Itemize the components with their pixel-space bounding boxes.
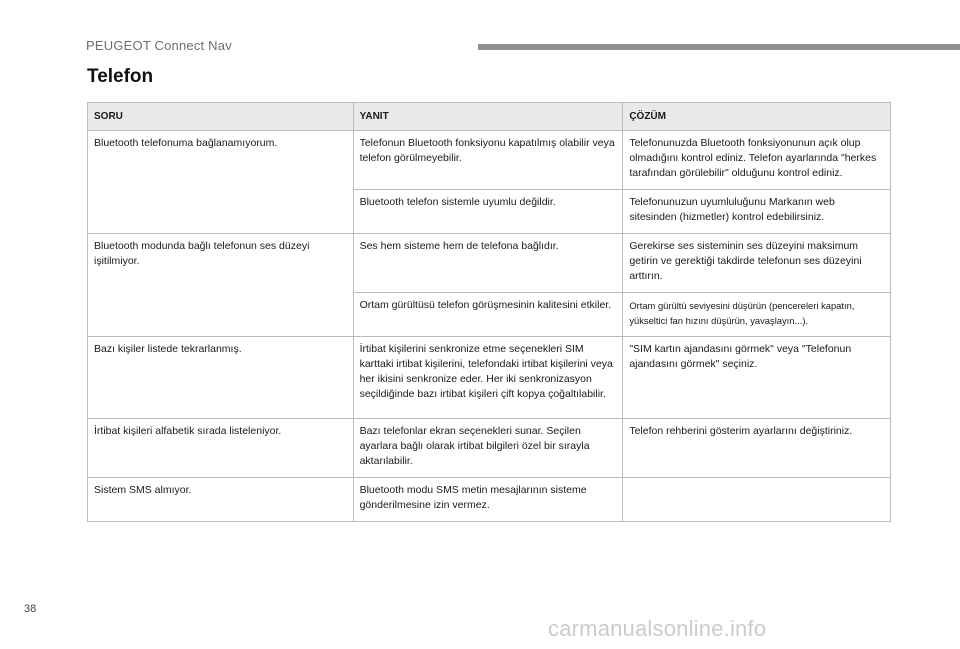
solution-cell: Ortam gürültü seviyesini düşürün (pencereleri kapatın, yükseltici fan hızını düşürün, yavaşlayın...). bbox=[623, 293, 891, 337]
column-header-solution: ÇÖZÜM bbox=[623, 103, 891, 131]
question-cell: Sistem SMS almıyor. bbox=[88, 478, 354, 522]
table-row bbox=[88, 131, 891, 190]
answer-cell: Ses hem sisteme hem de telefona bağlıdır. bbox=[353, 234, 623, 293]
question-cell: Bluetooth telefonuma bağlanamıyorum. bbox=[88, 131, 354, 234]
solution-cell: Telefon rehberini gösterim ayarlarını değiştiriniz. bbox=[623, 419, 891, 478]
answer-cell: Ortam gürültüsü telefon görüşmesinin kalitesini etkiler. bbox=[353, 293, 623, 337]
header-divider-bar bbox=[478, 44, 960, 50]
question-cell: İrtibat kişileri alfabetik sırada listeleniyor. bbox=[88, 419, 354, 478]
answer-cell: Bluetooth telefon sistemle uyumlu değildir. bbox=[353, 190, 623, 234]
answer-cell: Bazı telefonlar ekran seçenekleri sunar. Seçilen ayarlara bağlı olarak irtibat bilgileri özel bir sırayla aktarılabilir. bbox=[353, 419, 623, 478]
column-header-question: SORU bbox=[88, 103, 354, 131]
solution-cell bbox=[623, 478, 891, 522]
solution-cell: Telefonunuzun uyumluluğunu Markanın web sitesinden (hizmetler) kontrol edebilirsiniz. bbox=[623, 190, 891, 234]
table-header-row bbox=[88, 103, 891, 131]
watermark: carmanualsonline.info bbox=[548, 616, 767, 641]
page-title: Telefon bbox=[87, 66, 154, 87]
solution-cell: Telefonunuzda Bluetooth fonksiyonunun açık olup olmadığını kontrol ediniz. Telefon ayarlarında "herkes tarafından görülebilir" olduğunu kontrol ediniz. bbox=[623, 131, 891, 190]
header-brand: PEUGEOT Connect Nav bbox=[86, 38, 232, 53]
solution-cell: Gerekirse ses sisteminin ses düzeyini maksimum getirin ve gerektiği takdirde telefonun ses düzeyini arttırın. bbox=[623, 234, 891, 293]
table-row bbox=[88, 234, 891, 293]
question-cell: Bluetooth modunda bağlı telefonun ses düzeyi işitilmiyor. bbox=[88, 234, 354, 337]
answer-cell: Telefonun Bluetooth fonksiyonu kapatılmış olabilir veya telefon görülmeyebilir. bbox=[353, 131, 623, 190]
table-row bbox=[88, 419, 891, 478]
troubleshooting-table bbox=[87, 102, 891, 522]
table-row bbox=[88, 478, 891, 522]
answer-cell: İrtibat kişilerini senkronize etme seçenekleri SIM karttaki irtibat kişilerini, telefondaki irtibat kişilerini veya her ikisini senkronize eder. Her iki senkronizasyon seçildiğinde bazı irtibat kişileri çift kopya çoğaltılabilir. bbox=[353, 337, 623, 419]
page-number: 38 bbox=[24, 603, 37, 615]
question-cell: Bazı kişiler listede tekrarlanmış. bbox=[88, 337, 354, 419]
table-row bbox=[88, 337, 891, 419]
solution-cell: "SIM kartın ajandasını görmek" veya "Telefonun ajandasını görmek" seçiniz. bbox=[623, 337, 891, 419]
answer-cell: Bluetooth modu SMS metin mesajlarının sisteme gönderilmesine izin vermez. bbox=[353, 478, 623, 522]
column-header-answer: YANIT bbox=[353, 103, 623, 131]
